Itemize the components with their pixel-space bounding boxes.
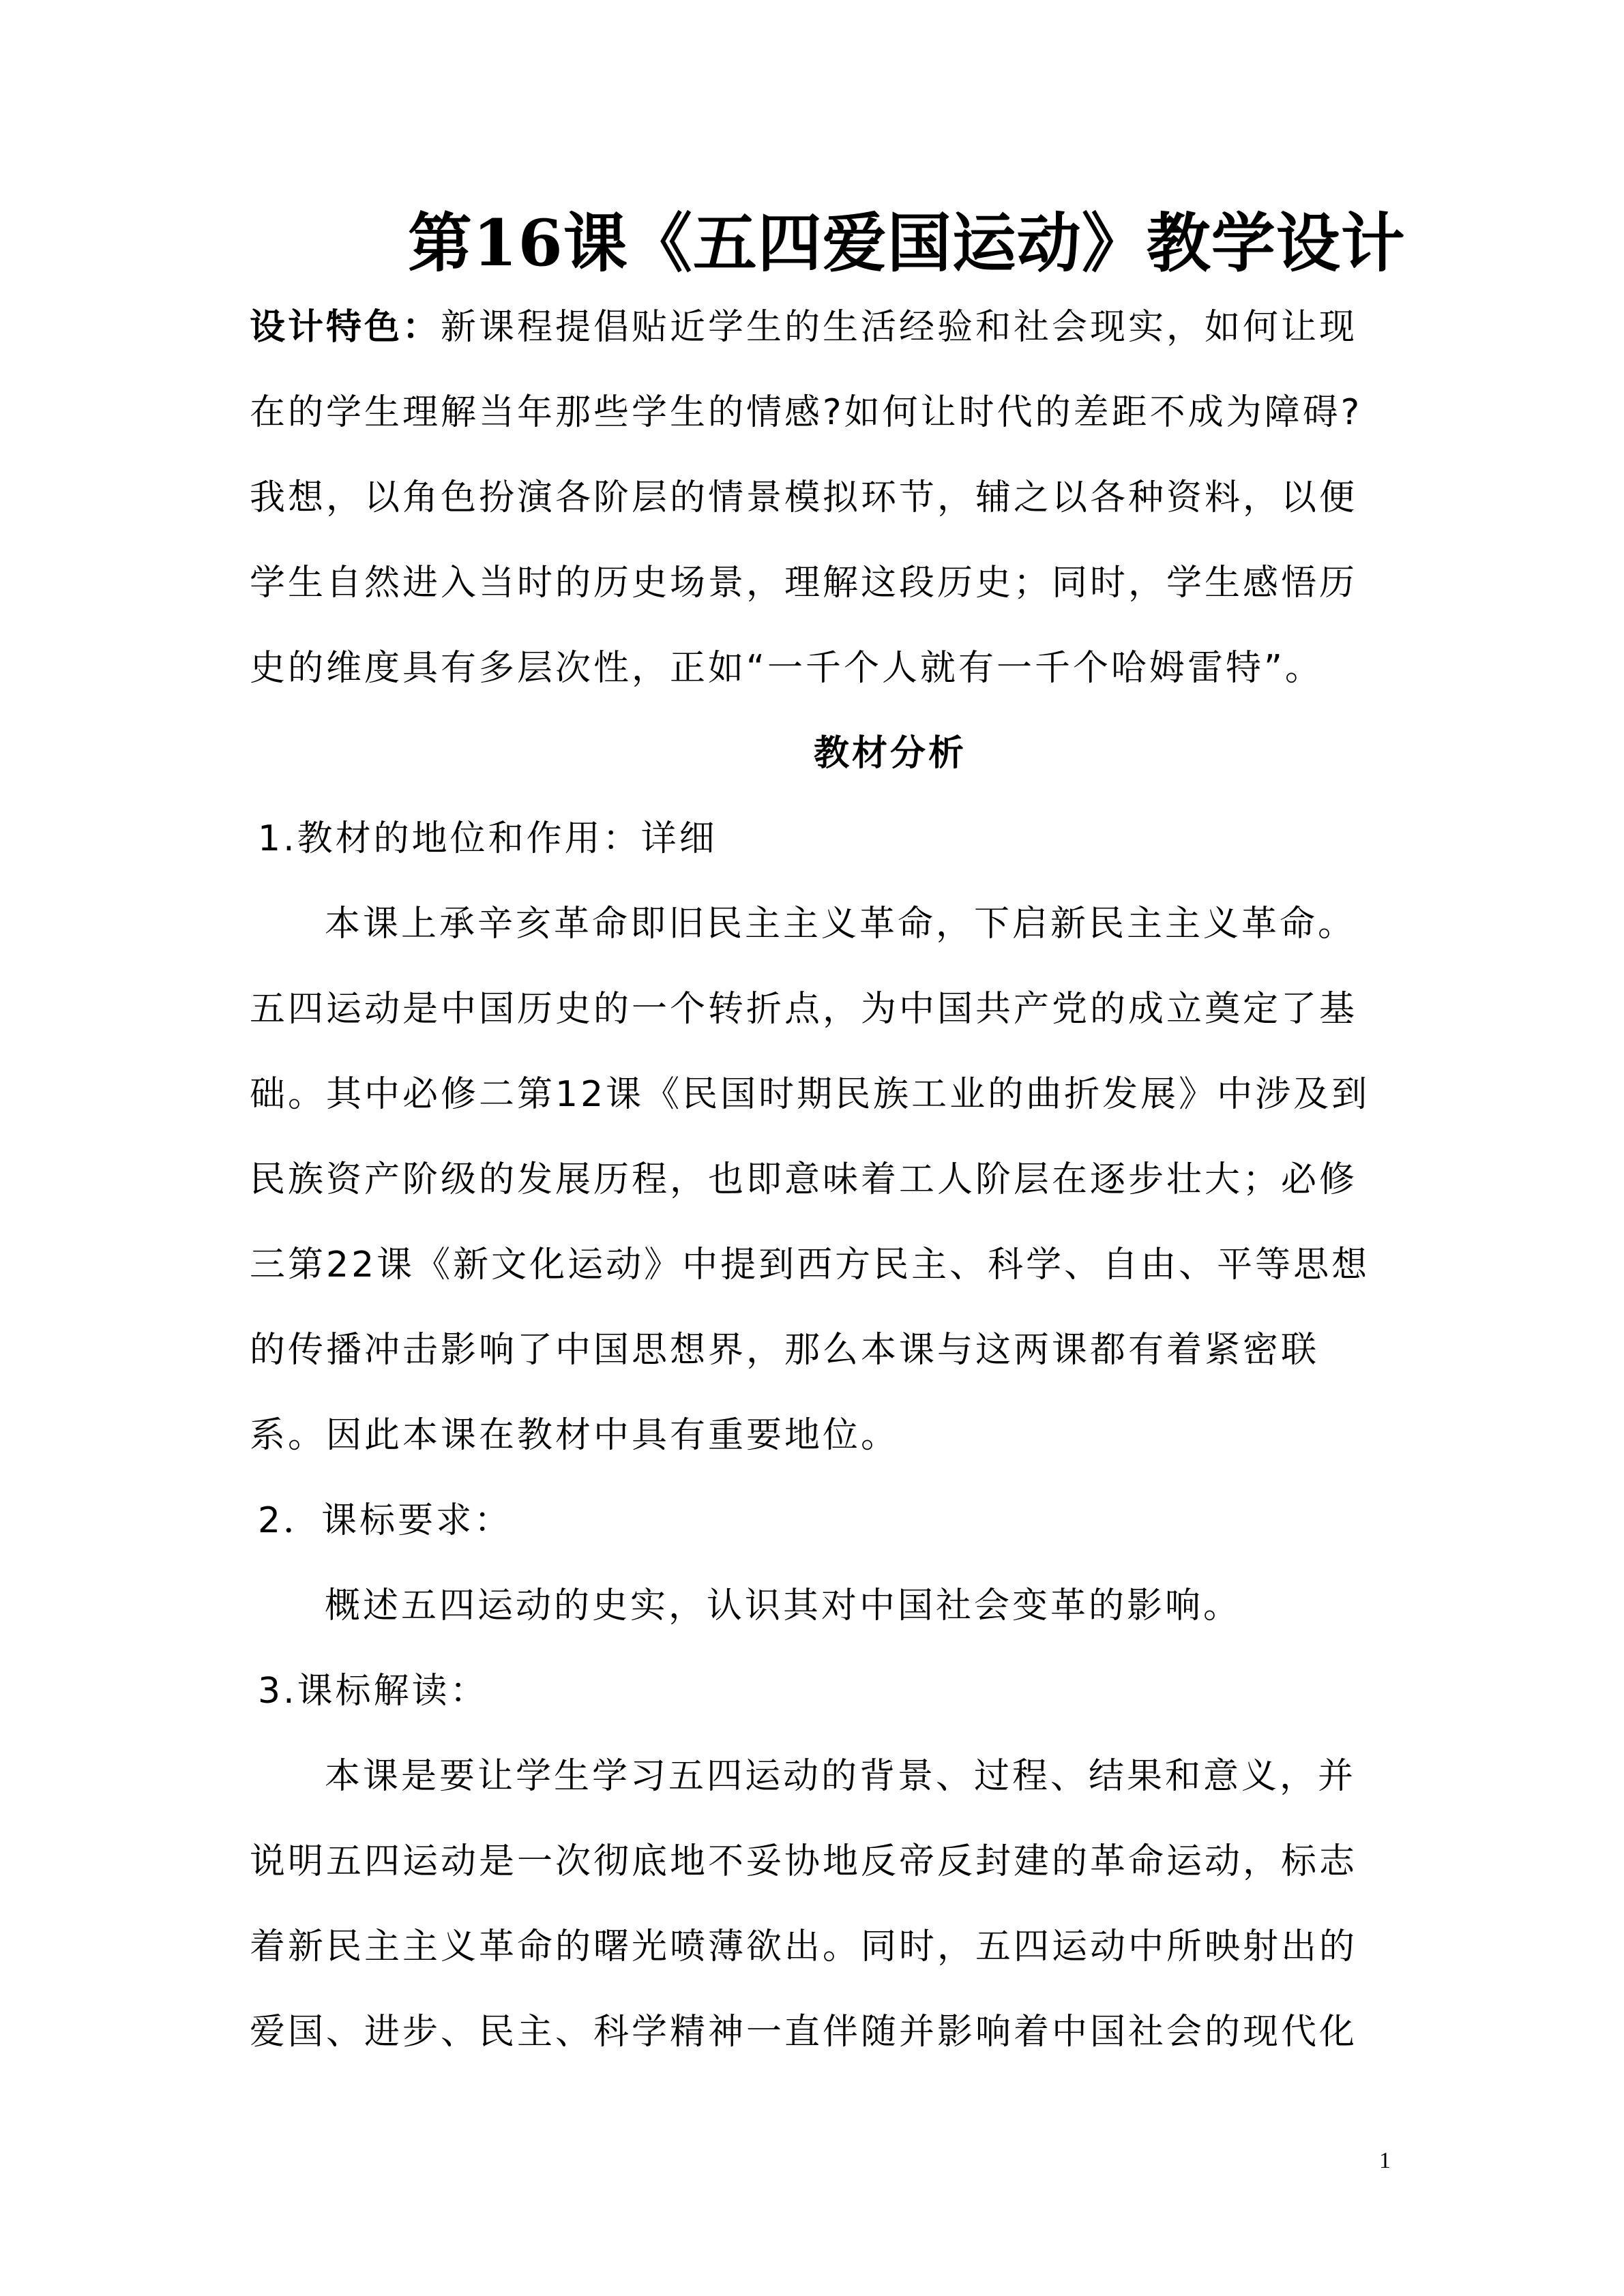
item1-line: 系。因此本课在教材中具有重要地位。 — [250, 1415, 900, 1456]
design-feature-text-1: 新课程提倡贴近学生的生活经验和社会现实，如何让现 — [441, 307, 1358, 348]
item3-line: 说明五四运动是一次彻底地不妥协地反帝反封建的革命运动，标志 — [250, 1841, 1358, 1882]
page-number: 1 — [1379, 2148, 1391, 2173]
design-feature-line-3: 我想，以角色扮演各阶层的情景模拟环节，辅之以各种资料，以便 — [250, 477, 1358, 518]
design-feature-line-1 — [250, 303, 1357, 351]
item1-line: 本课上承辛亥革命即旧民主主义革命，下启新民主主义革命。 — [325, 904, 1357, 944]
item3-line: 本课是要让学生学习五四运动的背景、过程、结果和意义，并 — [325, 1756, 1357, 1797]
item2-heading: 2．课标要求： — [258, 1500, 513, 1541]
design-feature-line-2: 在的学生理解当年那些学生的情感?如何让时代的差距不成为障碍? — [250, 392, 1363, 433]
item1-line: 础。其中必修二第12课《民国时期民族工业的曲折发展》中涉及到 — [250, 1074, 1370, 1115]
item1-line: 的传播冲击影响了中国思想界，那么本课与这两课都有着紧密联 — [250, 1330, 1320, 1371]
item1-line: 三第22课《新文化运动》中提到西方民主、科学、自由、平等思想 — [250, 1244, 1370, 1285]
item2-line: 概述五四运动的史实，认识其对中国社会变革的影响。 — [325, 1585, 1242, 1626]
design-feature-line-4: 学生自然进入当时的历史场景，理解这段历史；同时，学生感悟历 — [250, 563, 1358, 603]
document-title: 第16课《五四爱国运动》教学设计 — [408, 206, 1406, 281]
item3-heading: 3.课标解读： — [258, 1671, 488, 1712]
item1-line: 民族资产阶级的发展历程，也即意味着工人阶层在逐步壮大；必修 — [250, 1159, 1358, 1200]
item1-heading: 1.教材的地位和作用：详细 — [258, 818, 718, 859]
item1-line: 五四运动是中国历史的一个转折点，为中国共产党的成立奠定了基 — [250, 989, 1358, 1030]
design-feature-label: 设计特色： — [250, 307, 441, 348]
item3-line: 着新民主主义革命的曙光喷薄欲出。同时，五四运动中所映射出的 — [250, 1926, 1358, 1967]
design-feature-line-5: 史的维度具有多层次性，正如“一千个人就有一千个哈姆雷特”。 — [250, 648, 1323, 689]
section-heading: 教材分析 — [814, 733, 967, 774]
item3-line: 爱国、进步、民主、科学精神一直伴随并影响着中国社会的现代化 — [250, 2012, 1358, 2053]
